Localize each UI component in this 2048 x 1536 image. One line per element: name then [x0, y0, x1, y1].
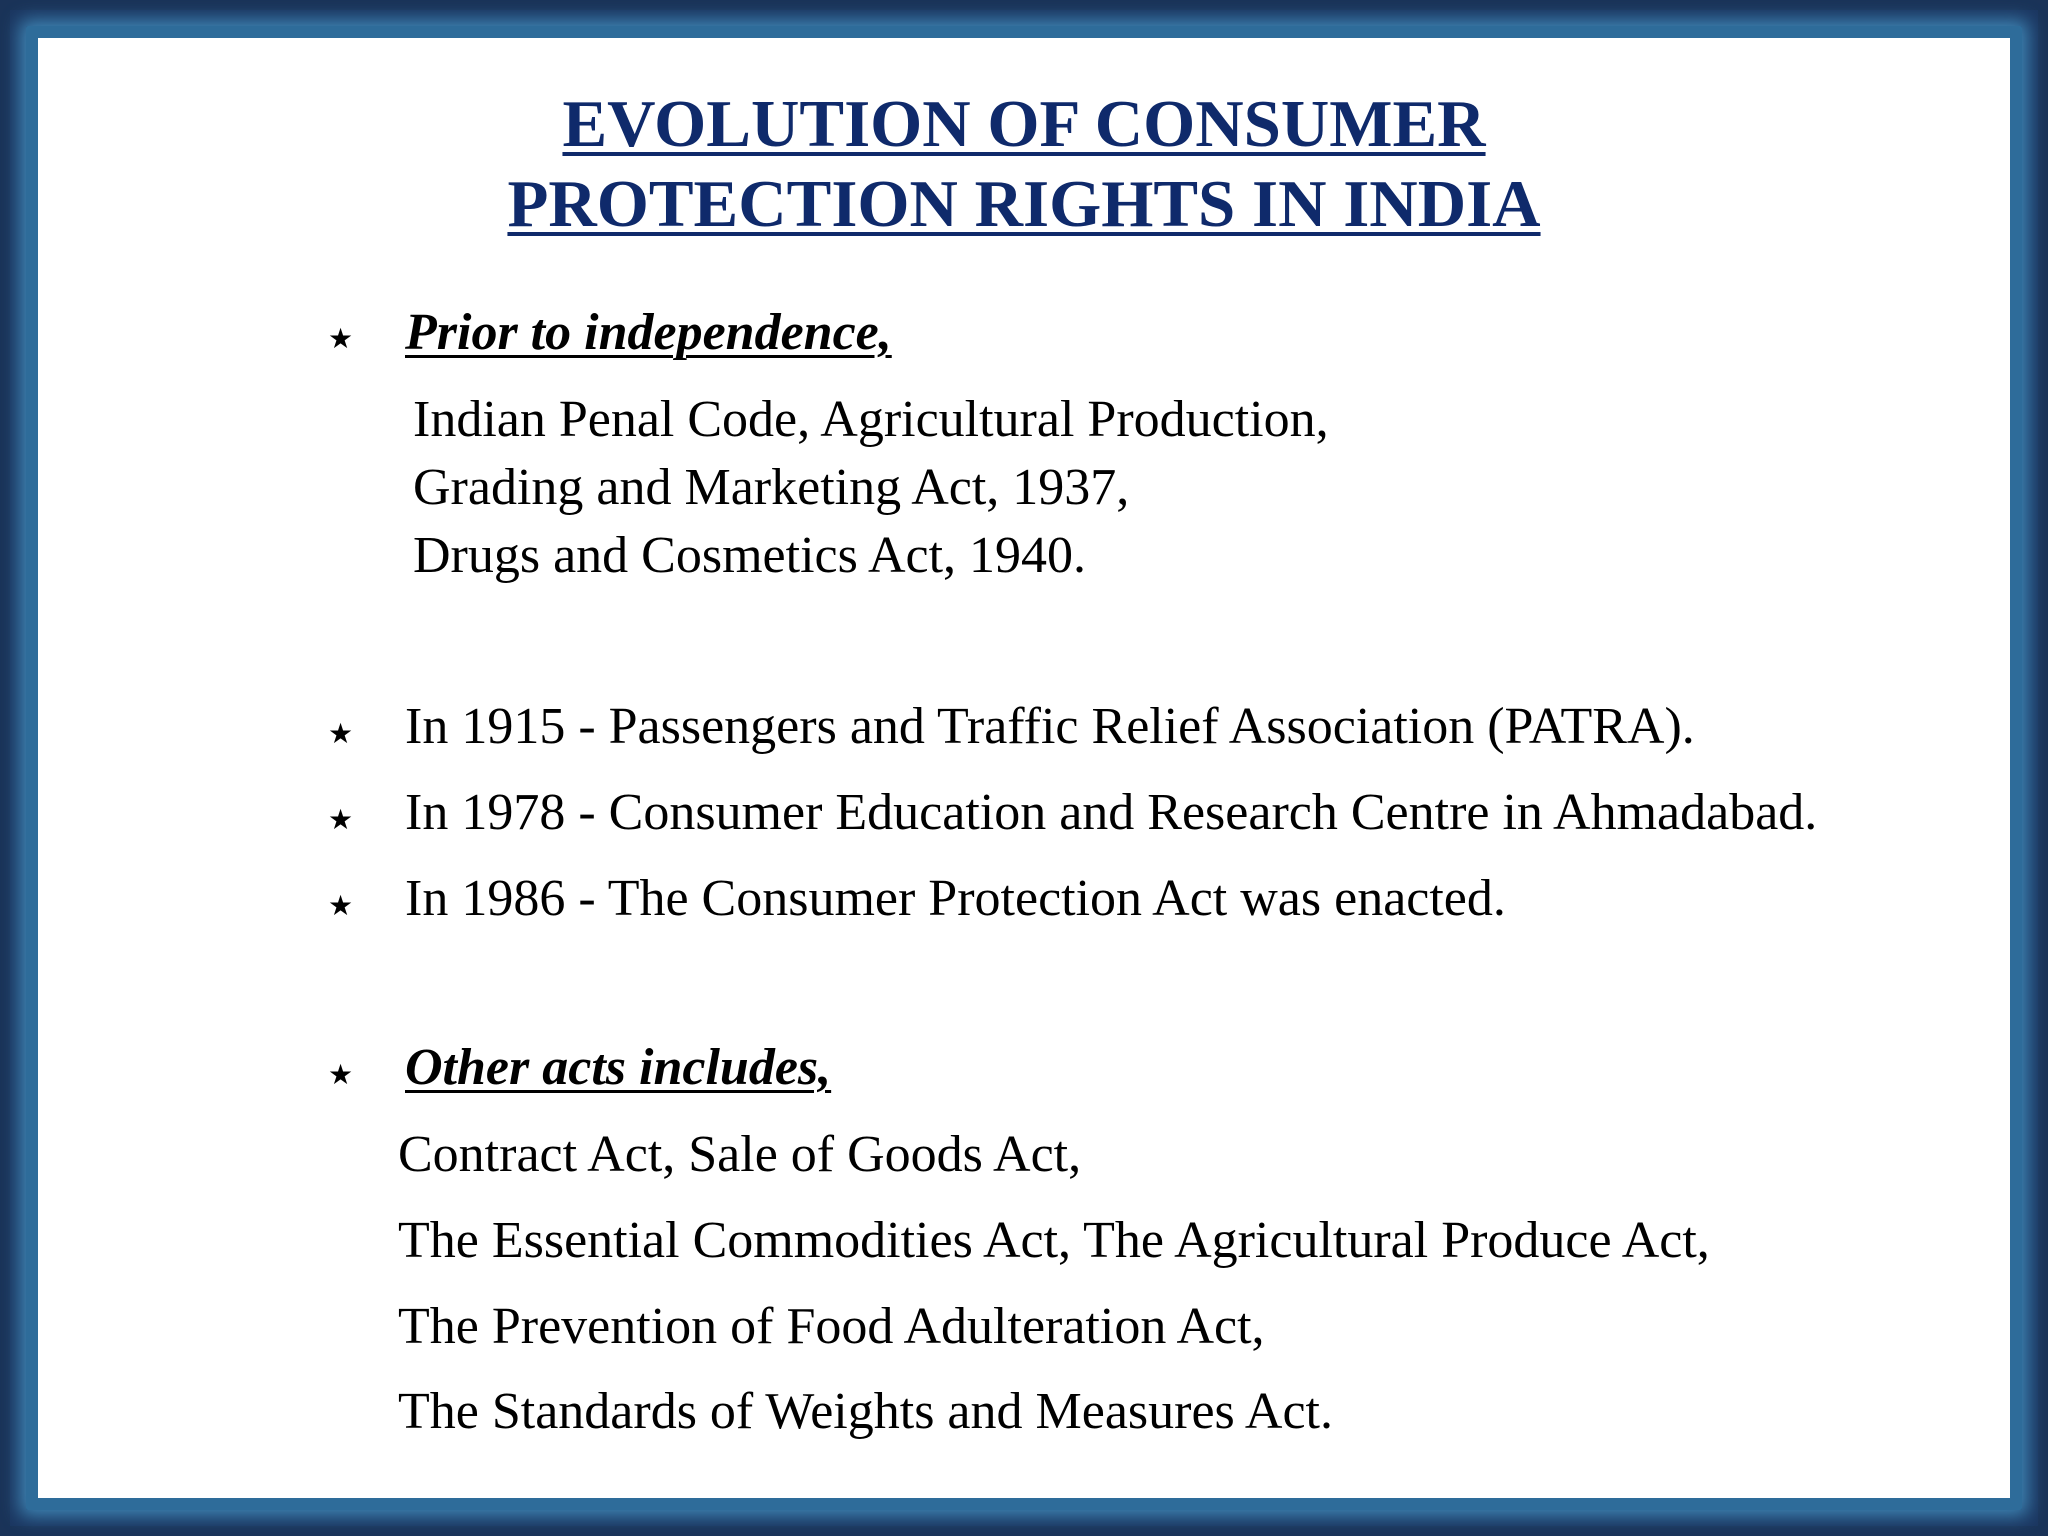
star-bullet-icon: ★	[328, 322, 354, 355]
event-1986: In 1986 - The Consumer Protection Act was enacted.	[405, 870, 1506, 927]
title-line-2: PROTECTION RIGHTS IN INDIA	[507, 167, 1541, 241]
event-1915: In 1915 - Passengers and Traffic Relief Association (PATRA).	[405, 698, 1695, 755]
star-bullet-icon: ★	[328, 1058, 354, 1091]
other-acts-line-1: Contract Act, Sale of Goods Act,	[398, 1126, 1082, 1183]
other-acts-line-2: The Essential Commodities Act, The Agricultural Produce Act,	[398, 1212, 1710, 1269]
star-bullet-icon: ★	[328, 717, 354, 750]
star-bullet-icon: ★	[328, 889, 354, 922]
title-line-1: EVOLUTION OF CONSUMER	[562, 87, 1486, 161]
prior-line-3: Drugs and Cosmetics Act, 1940.	[413, 527, 1087, 584]
other-acts-line-4: The Standards of Weights and Measures Act.	[398, 1383, 1333, 1440]
section-heading-prior: Prior to independence,	[405, 304, 892, 361]
prior-line-1: Indian Penal Code, Agricultural Production,	[413, 391, 1329, 448]
other-acts-line-3: The Prevention of Food Adulteration Act,	[398, 1298, 1265, 1355]
prior-line-2: Grading and Marketing Act, 1937,	[413, 459, 1130, 516]
slide-canvas	[38, 38, 2010, 1498]
event-1978: In 1978 - Consumer Education and Research Centre in Ahmadabad.	[405, 784, 1818, 841]
section-heading-other-acts: Other acts includes,	[405, 1039, 832, 1096]
slide-title	[0, 84, 2048, 244]
star-bullet-icon: ★	[328, 803, 354, 836]
